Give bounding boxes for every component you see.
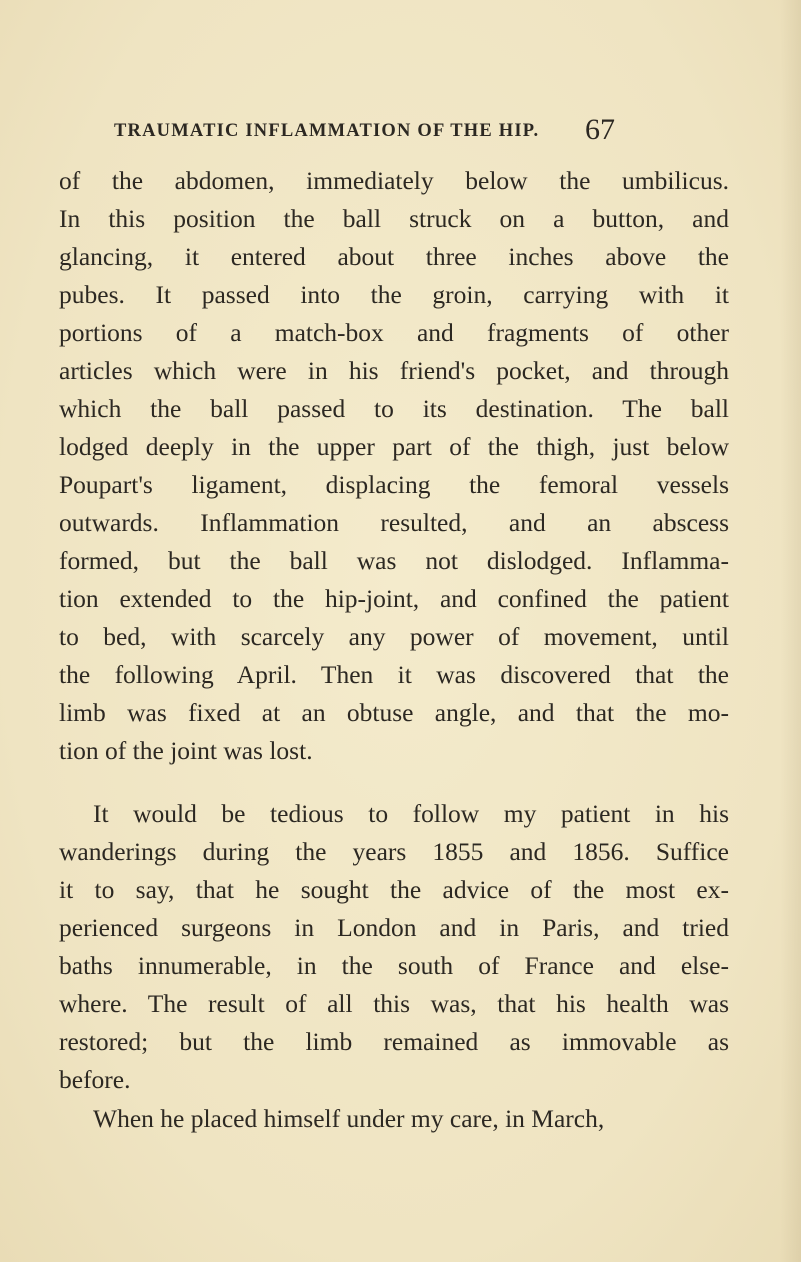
- text-line: portions of a match-box and fragments of other: [59, 318, 729, 347]
- text-line: baths innumerable, in the south of France and else-: [59, 951, 729, 980]
- text-line: tion extended to the hip-joint, and confined the patient: [59, 584, 729, 613]
- text-line: restored; but the limb remained as immovable as: [59, 1027, 729, 1056]
- text-line: before.: [59, 1065, 131, 1094]
- text-line: where. The result of all this was, that his health was: [59, 989, 729, 1018]
- text-line: lodged deeply in the upper part of the thigh, just below: [59, 432, 729, 461]
- text-line: to bed, with scarcely any power of movement, until: [59, 622, 729, 651]
- text-line: Poupart's ligament, displacing the femoral vessels: [59, 470, 729, 499]
- text-line: pubes. It passed into the groin, carrying with it: [59, 280, 729, 309]
- text-line: which the ball passed to its destination. The ball: [59, 394, 729, 423]
- running-head: TRAUMATIC INFLAMMATION OF THE HIP.: [114, 121, 540, 141]
- text-line: limb was fixed at an obtuse angle, and that the mo-: [59, 698, 729, 727]
- page-number: 67: [585, 113, 615, 146]
- text-line: outwards. Inflammation resulted, and an abscess: [59, 508, 729, 537]
- text-line: it to say, that he sought the advice of the most ex-: [59, 875, 729, 904]
- text-line: articles which were in his friend's pocket, and through: [59, 356, 729, 385]
- text-line: the following April. Then it was discovered that the: [59, 660, 729, 689]
- text-line: of the abdomen, immediately below the umbilicus.: [59, 166, 729, 195]
- text-line: glancing, it entered about three inches above the: [59, 242, 729, 271]
- paragraph-first-line: It would be tedious to follow my patient in his: [93, 799, 729, 828]
- page-header: [114, 113, 714, 153]
- text-line: perienced surgeons in London and in Paris, and tried: [59, 913, 729, 942]
- text-line: tion of the joint was lost.: [59, 736, 313, 765]
- text-line: formed, but the ball was not dislodged. Inflamma-: [59, 546, 729, 575]
- paragraph-first-line: When he placed himself under my care, in March,: [93, 1104, 605, 1133]
- text-line: In this position the ball struck on a button, and: [59, 204, 729, 233]
- text-line: wanderings during the years 1855 and 1856. Suffice: [59, 837, 729, 866]
